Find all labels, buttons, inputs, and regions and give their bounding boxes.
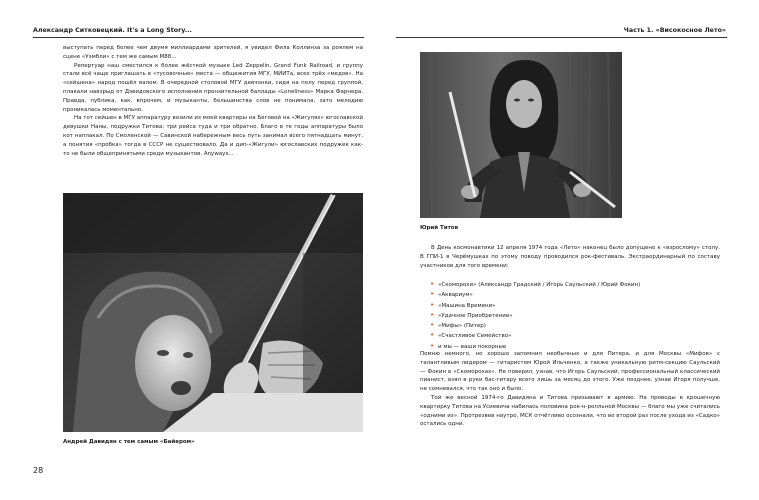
right-photo-caption: Юрий Титов [420, 225, 459, 231]
list-item: • «Мифы» (Питер) [430, 321, 640, 331]
paragraph: В День космонавтики 12 апреля 1974 года «Лето» наконец было допущено к «взрослому» столу. В ГПИ-1 в Черёмушках по этому поводу проводился рок-фестиваль. Экстраординарный по составу участников для того времени: [420, 245, 720, 269]
paragraph: выступать перед более чем двумя миллиардами зрителей, я увидел Фила Коллинза за роялем на сцене «Уэмбли» с тем же самым М88... [63, 45, 363, 60]
list-item: • «Счастливое Семейство» [430, 331, 640, 341]
singer-photo-image [63, 193, 363, 432]
header-chapter-title: «Високосное Лето» [655, 27, 726, 34]
paragraph: Той же весной 1974-го Давидяна и Титова призывают в армию. На проводы в крошечную квартирку Титова на Усиевича набилась половина рок-н-ролльной Москвы — благо мы уже считались «одними из». Протрезвев наутро, МСК отчётливо осознали, что во второй раз после ухода из «Садко» остались одни. [420, 394, 720, 428]
list-item: • и мы — ваши покорные [430, 342, 640, 352]
right-page-intro [420, 244, 720, 270]
right-header-rule [396, 37, 727, 38]
header-part: Часть 1. [623, 27, 654, 34]
page-number: 28 [33, 466, 44, 475]
left-running-header [33, 27, 192, 34]
paragraph: Помню немного, но хорошо запомнил необычных и для Питера, и для Москвы «Мифов» с талантливым лидером — гитаристом Юрой Ильченко, а также уникальную ритм-секцию Саульский — Фокин в «Скоморохах». Не поверил, узнав, что Игорь Саульский, профессиональный классический пианист, взял в руки бас-гитару всего лишь за месяц до этого. Уже позднее, узнав Игоря получше, не сомневался, что так оно и было. [420, 351, 720, 393]
right-page-text [420, 350, 720, 429]
festival-band-list [430, 280, 640, 352]
left-photo-singer [63, 193, 363, 432]
right-photo-drummer [420, 52, 622, 218]
header-book-title: It's a Long Story... [127, 27, 192, 34]
header-author: Александр Ситковецкий. [33, 27, 125, 34]
drummer-photo-image [420, 52, 622, 218]
paragraph: На тот сейшен в МГУ аппаратуру возили из моей квартиры на Беговой на «Жигулях» югославской девушки Наны, подружки Титова: три рейса туда и три обратно. Благо в те годы аппаратуры было кот наплакал. По Смоленской — Савинской набережным весь путь занимал всего пятнадцать минут, а понятия «пробка» тогда в СССР не существовало. Да и дип-«Жигули» югославских подружек как-то не были общепринятыми среди музыкантов. Anyways... [63, 115, 363, 157]
left-page-text [63, 44, 363, 158]
left-header-rule [33, 37, 364, 38]
list-item: • «Удачное Приобретение» [430, 311, 640, 321]
list-item: • «Аквариум» [430, 290, 640, 300]
right-running-header [624, 27, 726, 34]
paragraph: Репертуар наш сместился к более жёсткой музыке Led Zeppelin, Grand Funk Railroad, и группу стали всё чаще приглашать в «тусовочные» места — общежития МГУ, МИИТа, всех трёх «медов». На «сейшена» народ пошёл валом. В очередной столовой МГУ девчонки, сидя на полу перед группой, плакали навзрыд от Дэвидовского исполнения пронзительной баллады «Loneliness» Марка Фарнера. Правда, публика, как, впрочем, и музыканты, большинства слов не понимала, зато мелодию проникалась моментально. [63, 62, 363, 113]
left-photo-caption: Андрей Давидян с тем самым «Байером» [63, 439, 195, 445]
list-item: • «Скоморохи» (Александр Градский / Игорь Саульский / Юрий Фокин) [430, 280, 640, 290]
list-item: • «Машина Времени» [430, 301, 640, 311]
